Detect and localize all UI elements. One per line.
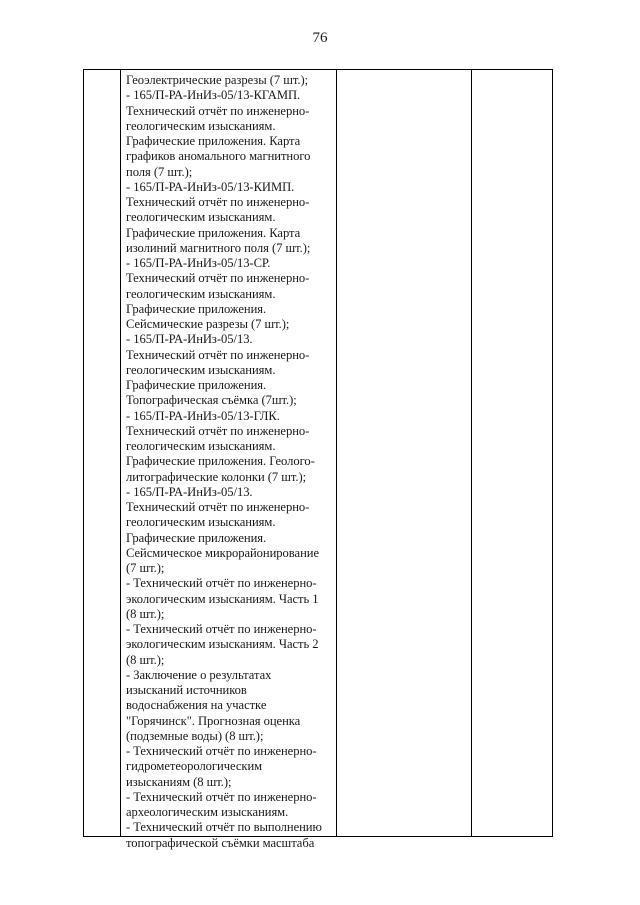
cell-text-line: геологическим изысканиям. (126, 210, 276, 225)
cell-text-line: Сейсмические разрезы (7 шт.); (126, 317, 290, 331)
cell-text-line: Технический отчёт по инженерно- (126, 500, 310, 514)
cell-text-line: археологическим изысканиям. (126, 805, 289, 819)
cell-text-line: (подземные воды) (8 шт.); (126, 728, 264, 743)
column-divider-3 (471, 70, 472, 836)
cell-text-line: Сейсмическое микрорайонирование (126, 545, 319, 560)
cell-text-line: геологическим изысканиям. (126, 362, 276, 377)
cell-text-line: - Заключение о результатах (126, 667, 272, 682)
cell-text-line: Технический отчёт по инженерно- (126, 347, 310, 362)
cell-text-line: топографической съёмки масштаба (126, 835, 315, 850)
cell-text-line: геологическим изысканиям. (126, 118, 276, 133)
table-cell-documents-list (126, 73, 338, 851)
cell-text-line: геологическим изысканиям. (126, 515, 276, 530)
cell-text-line: Графические приложения. Геолого- (126, 454, 315, 469)
cell-text-line: гидрометеорологическим (126, 759, 263, 774)
cell-text-line: Топографическая съёмка (7шт.); (126, 393, 297, 408)
cell-text-line: "Горячинск". Прогнозная оценка (126, 713, 301, 728)
cell-text-line: геологическим изысканиям. (126, 286, 276, 301)
cell-text-line: - 165/П-РА-ИнИз-05/13. (126, 332, 253, 347)
cell-text-line: - Технический отчёт по инженерно- (126, 576, 317, 591)
cell-text-line: - Технический отчёт по инженерно- (126, 744, 317, 758)
cell-text-line: Графические приложения. (126, 378, 267, 392)
cell-text-line: экологическим изысканиям. Часть 1 (126, 591, 319, 606)
cell-text-line: Технический отчёт по инженерно- (126, 423, 310, 438)
cell-text-line: изысканий источников (126, 683, 247, 697)
cell-text-line: - 165/П-РА-ИнИз-05/13-СР. (126, 256, 271, 270)
cell-text-line: графиков аномального магнитного (126, 149, 311, 164)
cell-text-line: - Технический отчёт по инженерно- (126, 622, 317, 636)
document-table (83, 69, 553, 850)
column-divider-1 (120, 70, 121, 836)
cell-text-line: - 165/П-РА-ИнИз-05/13-КГАМП. (126, 88, 301, 103)
cell-text-line: Технический отчёт по инженерно- (126, 271, 310, 286)
page-number: 76 (312, 30, 328, 46)
cell-text-line: поля (7 шт.); (126, 164, 193, 179)
cell-text-line: Технический отчёт по инженерно- (126, 195, 310, 209)
cell-text-line: Графические приложения. Карта (126, 134, 301, 148)
cell-text-line: Геоэлектрические разрезы (7 шт.); (126, 73, 309, 87)
cell-text-line: Графические приложения. Карта (126, 225, 301, 240)
cell-text-line: - 165/П-РА-ИнИз-05/13-КИМП. (126, 179, 295, 194)
cell-text-line: Технический отчёт по инженерно- (126, 103, 310, 118)
cell-text-line: (8 шт.); (126, 652, 165, 667)
cell-text-line: (7 шт.); (126, 561, 165, 575)
cell-text-line: экологическим изысканиям. Часть 2 (126, 637, 319, 652)
cell-text-line: Графические приложения. (126, 301, 267, 316)
cell-text-line: - 165/П-РА-ИнИз-05/13-ГЛК. (126, 408, 280, 423)
cell-text-line: геологическим изысканиям. (126, 439, 276, 453)
cell-text-line: - 165/П-РА-ИнИз-05/13. (126, 484, 253, 499)
cell-text-line: - Технический отчёт по инженерно- (126, 789, 317, 804)
cell-text-line: литографические колонки (7 шт.); (126, 469, 307, 484)
cell-text-line: - Технический отчёт по выполнению (126, 820, 322, 835)
cell-text-line: изысканиям (8 шт.); (126, 774, 232, 789)
cell-text-line: Графические приложения. (126, 530, 267, 545)
cell-text-line: (8 шт.); (126, 606, 165, 621)
cell-text-line: изолиний магнитного поля (7 шт.); (126, 240, 311, 255)
cell-text-line: водоснабжения на участке (126, 698, 267, 713)
